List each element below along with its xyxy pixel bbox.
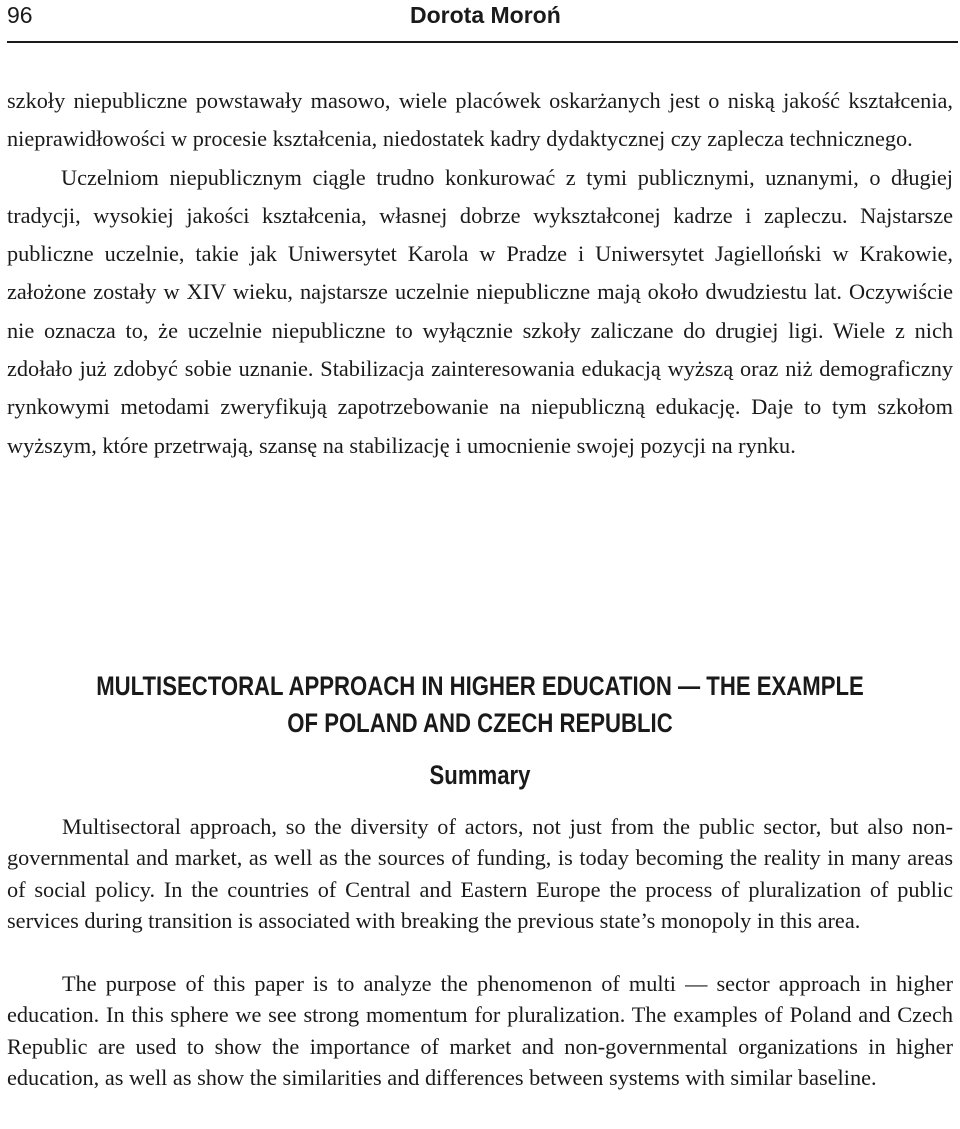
polish-body-paragraph xyxy=(7,82,953,465)
summary-heading: Summary xyxy=(429,760,531,790)
running-header xyxy=(7,0,956,40)
paragraph-continuation: szkoły niepubliczne powstawały masowo, wiele placówek oskarżanych jest o niską jakość kształcenia, nieprawidłowości w procesie kształcenia, niedostatek kadry dydaktycznej czy zaplecza technicznego. xyxy=(7,88,953,152)
summary-title-line-1: MULTISECTORAL APPROACH IN HIGHER EDUCATION — THE EXAMPLE xyxy=(96,671,864,701)
running-title-author: Dorota Moroń xyxy=(410,2,561,28)
header-rule xyxy=(7,41,958,43)
summary-title-line-2: OF POLAND AND CZECH REPUBLIC xyxy=(287,708,673,738)
summary-paragraph-1: Multisectoral approach, so the diversity of actors, not just from the public sector, but also non-governmental and market, as well as the sources of funding, is today becoming the reality in many areas of social policy. In the countries of Central and Eastern Europe the process of pluralization of public services during transition is associated with breaking the previous state’s monopoly in this area. xyxy=(7,814,953,933)
page-number: 96 xyxy=(7,2,33,28)
summary-title xyxy=(86,668,873,742)
summary-paragraph-2: The purpose of this paper is to analyze the phenomenon of multi — sector approach in higher education. In this sphere we see strong momentum for pluralization. The examples of Poland and Czech Republic are used to show the importance of market and non-governmental organizations in higher education, as well as show the similarities and differences between systems with similar baseline. xyxy=(7,971,953,1090)
paragraph-text: Uczelniom niepublicznym ciągle trudno konkurować z tymi publicznymi, uznanymi, o długiej tradycji, wysokiej jakości kształcenia, własnej dobrze wykształconej kadrze i zapleczu. Najstarsze publiczne uczelnie, takie jak Uniwersytet Karola w Pradze i Uniwersytet Jagielloński w Krakowie, założone zostały w XIV wieku, najstarsze uczelnie niepubliczne mają około dwudziestu lat. Oczywiście nie oznacza to, że uczelnie niepubliczne to wyłącznie szkoły zaliczane do drugiej ligi. Wiele z nich zdołało już zdobyć sobie uznanie. Stabilizacja zainteresowania edukacją wyższą oraz niż demograficzny rynkowymi metodami zweryfikują zapotrzebowanie na niepubliczną edukację. Daje to tym szkołom wyższym, które przetrwają, szansę na stabilizację i umocnienie swojej pozycji na rynku. xyxy=(7,164,953,458)
